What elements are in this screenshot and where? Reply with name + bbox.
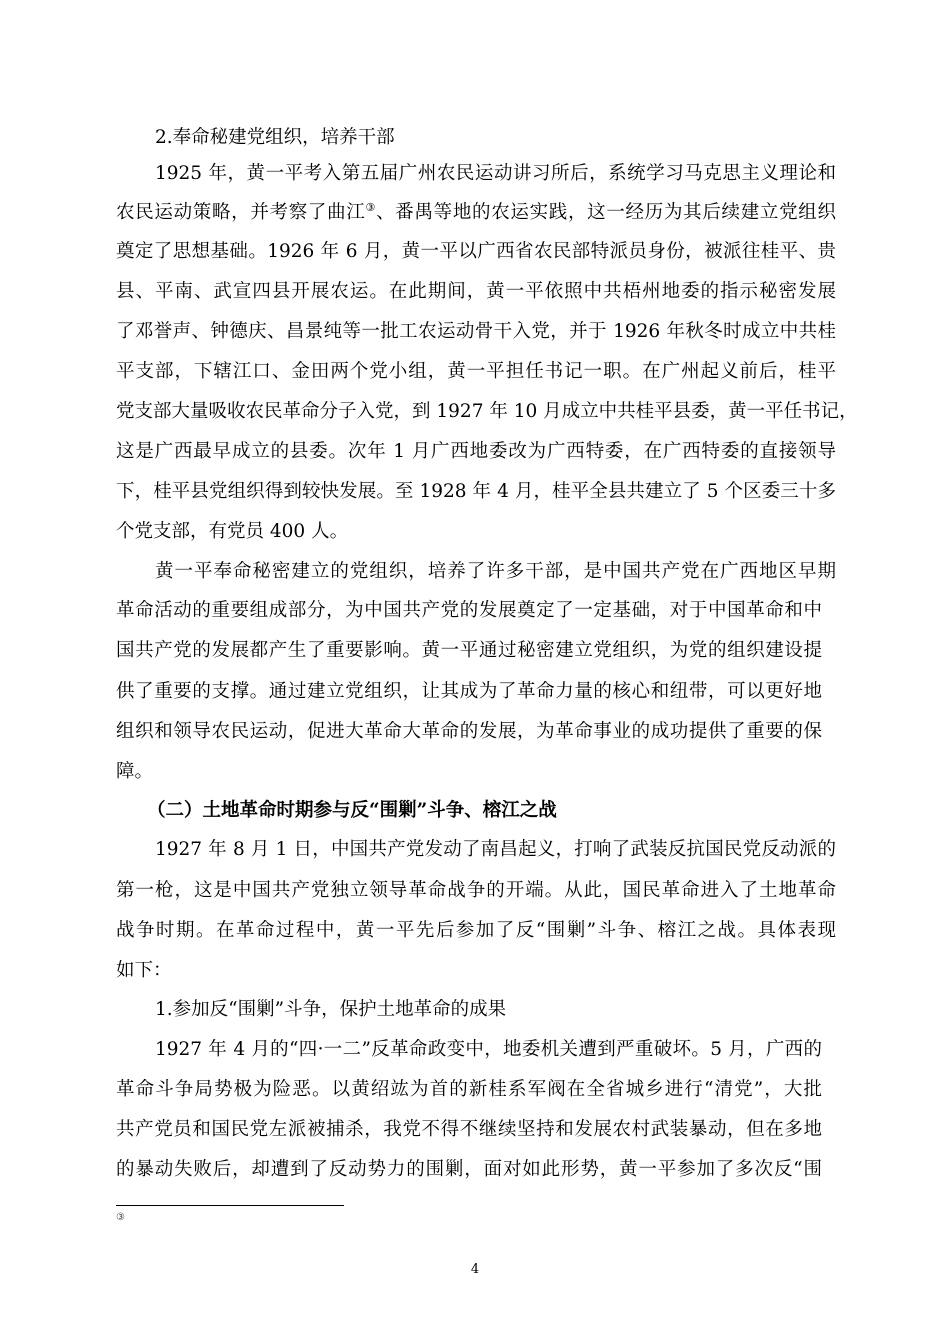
subheading-organization: 2.奉命秘建党组织，培养干部	[155, 127, 395, 148]
paragraph-line: 党支部大量吸收农民革命分子入党，到 1927 年 10 月成立中共桂平县委，黄一平任书记，	[116, 401, 858, 422]
paragraph-line: 1925 年，黄一平考入第五届广州农民运动讲习所后，系统学习马克思主义理论和	[155, 163, 836, 184]
paragraph-line: 农民运动策略，并考察了曲江③、番禺等地的农运实践，这一经历为其后续建立党组织	[116, 200, 836, 223]
paragraph-line: 组织和领导农民运动，促进大革命大革命的发展，为革命事业的成功提供了重要的保	[116, 721, 822, 742]
paragraph-line: 障。	[116, 761, 154, 782]
paragraph-line: 奠定了思想基础。1926 年 6 月，黄一平以广西省农民部特派员身份，被派往桂平、贵	[116, 241, 836, 262]
footnote-marker: ③	[116, 1212, 125, 1223]
paragraph-line: 1927 年 4 月的“四·一二”反革命政变中，地委机关遭到严重破坏。5 月，广西的	[155, 1039, 822, 1060]
paragraph-line: 个党支部，有党员 400 人。	[116, 521, 349, 542]
footnote-separator	[116, 1205, 344, 1206]
paragraph-line: 第一枪，这是中国共产党独立领导革命战争的开端。从此，国民革命进入了土地革命	[116, 880, 836, 901]
paragraph-line: 县、平南、武宣四县开展农运。在此期间，黄一平依照中共梧州地委的指示秘密发展	[116, 281, 836, 302]
section-heading: （二）土地革命时期参与反“围剿”斗争、榕江之战	[147, 800, 557, 821]
paragraph-line: 下，桂平县党组织得到较快发展。至 1928 年 4 月，桂平全县共建立了 5 个区委三十多	[116, 481, 836, 502]
subheading-anti-encirclement: 1.参加反“围剿”斗争，保护土地革命的成果	[155, 999, 507, 1020]
paragraph-line: 革命活动的重要组成部分，为中国共产党的发展奠定了一定基础，对于中国革命和中	[116, 600, 822, 621]
paragraph-line: 这是广西最早成立的县委。次年 1 月广西地委改为广西特委，在广西特委的直接领导	[116, 441, 836, 462]
paragraph-line: 了邓誉声、钟德庆、昌景纯等一批工农运动骨干入党，并于 1926 年秋冬时成立中共桂	[116, 321, 836, 342]
footnote-reference[interactable]: ③	[365, 200, 377, 214]
paragraph-line: 平支部，下辖江口、金田两个党小组，黄一平担任书记一职。在广州起义前后，桂平	[116, 361, 836, 382]
paragraph-line: 共产党员和国民党左派被捕杀，我党不得不继续坚持和发展农村武装暴动，但在多地	[116, 1119, 822, 1140]
paragraph-line: 国共产党的发展都产生了重要影响。黄一平通过秘密建立党组织，为党的组织建设提	[116, 640, 822, 661]
paragraph-line: 的暴动失败后，却遭到了反动势力的围剿，面对如此形势，黄一平参加了多次反“围	[116, 1159, 822, 1180]
paragraph-line: 黄一平奉命秘密建立的党组织，培养了许多干部，是中国共产党在广西地区早期	[155, 561, 836, 582]
paragraph-line: 如下：	[116, 960, 172, 981]
paragraph-line: 革命斗争局势极为险恶。以黄绍竑为首的新桂系军阀在全省城乡进行“清党”，大批	[116, 1079, 822, 1100]
paragraph-line: 1927 年 8 月 1 日，中国共产党发动了南昌起义，打响了武装反抗国民党反动派的	[155, 839, 836, 860]
page-number: 4	[470, 1262, 480, 1277]
paragraph-line: 战争时期。在革命过程中，黄一平先后参加了反“围剿”斗争、榕江之战。具体表现	[116, 920, 836, 941]
paragraph-line: 供了重要的支撑。通过建立党组织，让其成为了革命力量的核心和纽带，可以更好地	[116, 681, 822, 702]
